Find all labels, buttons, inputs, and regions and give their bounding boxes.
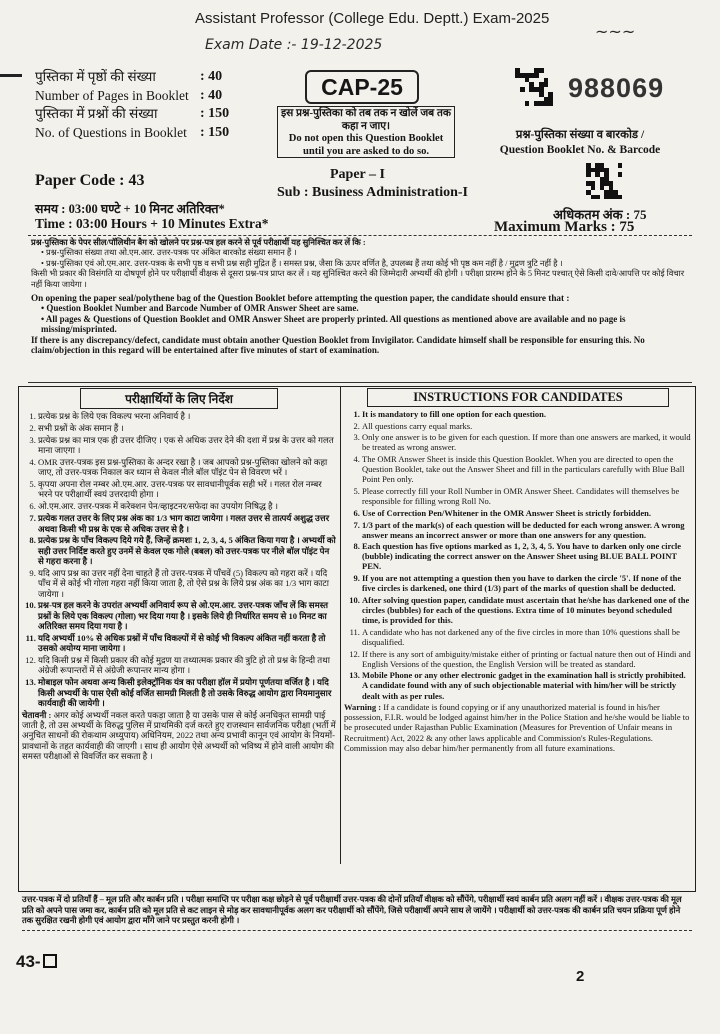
notice-en-point: • All pages & Questions of Question Booklet and OMR Answer Sheet are properly printed. All questions as mentioned above are available and no page is missing/misprinted. bbox=[41, 314, 689, 335]
opening-notice bbox=[28, 235, 692, 383]
instruction-en-item: 4. The OMR Answer Sheet is inside this Question Booklet. When you are directed to open the Question Booklet, take out the Answer Sheet and fill in the particulars carefully with Blue Ball Point Pen only. bbox=[362, 454, 692, 484]
instructions-en-list bbox=[344, 409, 692, 701]
pages-value-en: : 40 bbox=[200, 87, 223, 103]
instruction-en-item: 6. Use of Correction Pen/Whitener in the OMR Answer Sheet is strictly forbidden. bbox=[362, 508, 692, 518]
paper-number: Paper – I bbox=[330, 167, 385, 182]
column-divider bbox=[340, 386, 341, 864]
notice-hi-intro: प्रश्न-पुस्तिका के पेपर सील/पॉलिथीन बैग को खोलने पर प्रश्न-पत्र हल करने से पूर्व परीक्षार्थी यह सुनिश्चित कर लें कि : bbox=[31, 238, 366, 247]
instruction-en-item: 13. Mobile Phone or any other electronic gadget in the examination hall is strictly prohibited. A candidate found with any of such objectionable material with him/her will be strictly dealt with as per rules. bbox=[362, 670, 692, 700]
questions-hi: पुस्तिका में प्रश्नों की संख्या bbox=[35, 106, 158, 121]
warning-en-text: If a candidate is found copying or if any unauthorized material is found in his/her possession, F.I.R. would be lodged against him/her in the Police Station and he/she would be liable to be prosecuted under Rajasthan Public Examination (Measures for Prevention of Unfair means in Recruitment) Act, 2022 & any other laws applicable and Commission's Rules-Regulations. Commission may also debar him/her permanently from all future examinations. bbox=[344, 702, 690, 753]
notice-en-point: • Question Booklet Number and Barcode Number of OMR Answer Sheet are same. bbox=[41, 303, 689, 313]
pages-hi: पुस्तिका में पृष्ठों की संख्या bbox=[35, 69, 156, 84]
warning-hi-text: अगर कोई अभ्यर्थी नकल करते पकड़ा जाता है या उसके पास से कोई अनधिकृत सामग्री पाई जाती है, तो उस अभ्यर्थी के विरुद्ध पुलिस में प्राथमिकी दर्ज करते हुए राजस्थान सार्वजनिक परीक्षा (भर्ती में अनुचित साधनों की रोकथाम अध्युपाय) अधिनियम, 2022 तथा अन्य प्रभावी कानून एवं आयोग के नियमों-प्रावधानों के तहत कार्यवाही की जाएगी । साथ ही आयोग ऐसे अभ्यर्थी को भविष्य में होने वाली आयोग की समस्त परीक्षाओं से विवर्जित कर सकता है । bbox=[22, 709, 336, 761]
instruction-hi-item: 6. ओ.एम.आर. उत्तर-पत्रक में करेक्शन पेन/व्हाइटनर/सफेदा का उपयोग निषिद्ध है । bbox=[38, 501, 336, 511]
paper-code: Paper Code : 43 bbox=[35, 172, 145, 189]
top-rule-left bbox=[0, 74, 22, 77]
instruction-hi-item: 1. प्रत्येक प्रश्न के लिये एक विकल्प भरना अनिवार्य है । bbox=[38, 411, 336, 421]
questions-value: : 150 bbox=[200, 106, 230, 121]
instruction-en-item: 1. It is mandatory to fill one option for each question. bbox=[362, 409, 692, 419]
qr-code-graphic bbox=[586, 163, 622, 199]
instruction-en-item: 9. If you are not attempting a question then you have to darken the circle '5'. If none of the five circles is darkened, one third (1/3) part of the marks of question shall be deducted. bbox=[362, 573, 692, 593]
do-not-open-hi: इस प्रश्न-पुस्तिका को तब तक न खोलें जब तक कहा न जाए। bbox=[280, 108, 452, 132]
instruction-hi-item: 3. प्रत्येक प्रश्न का मात्र एक ही उत्तर दीजिए । एक से अधिक उत्तर देने की दशा में प्रश्न के उत्तर को गलत माना जाएगा । bbox=[38, 435, 336, 456]
instructions-hi-list bbox=[22, 411, 336, 708]
footer-code-text: 43- bbox=[16, 952, 41, 971]
notice-en-tail: If there is any discrepancy/defect, candidate must obtain another Question Booklet from Invigilator. Candidate himself shall be responsible for ensuring this. No claim/objection in this regard will be entertained after five minutes of start of examination. bbox=[31, 334, 645, 356]
do-not-open-en: Do not open this Question Booklet until you are asked to do so. bbox=[288, 133, 444, 157]
warning-hi-label: चेतावनी : bbox=[22, 709, 52, 720]
booklet-number: 988069 bbox=[568, 73, 665, 103]
booklet-info bbox=[35, 68, 189, 142]
notice-hi-points bbox=[31, 248, 689, 269]
footer-code bbox=[16, 952, 57, 972]
barcode-cell bbox=[618, 195, 623, 200]
instruction-en-item: 2. All questions carry equal marks. bbox=[362, 421, 692, 431]
carbon-copy-note: उत्तर-पत्रक में दो प्रतियाँ हैं – मूल प्रति और कार्बन प्रति । परीक्षा समाप्ति पर परीक्षा कक्ष छोड़ने से पूर्व परीक्षार्थी उत्तर-पत्रक की दोनों प्रतियाँ वीक्षक को सौंपेंगे, परीक्षार्थी स्वयं कार्बन प्रति अलग नहीं करें । वीक्षक उत्तर-पत्रक की मूल प्रति को अपने पास जमा कर, कार्बन प्रति को मूल प्रति से कट लाइन से मोड़ कर सावधानीपूर्वक अलग कर परीक्षार्थी को सौंपेंगे, जिसे परीक्षार्थी अपने साथ ले जायेंगे । परीक्षार्थी को उत्तर-पत्रक की कार्बन प्रति चयन प्रक्रिया पूर्ण होने तक सुरक्षित रखनी होगी एवं आयोग द्वारा माँगे जाने पर प्रस्तुत करनी होगी । bbox=[22, 895, 692, 931]
instruction-hi-item: 13. मोबाइल फोन अथवा अन्य किसी इलेक्ट्रॉनिक यंत्र का परीक्षा हॉल में प्रयोग पूर्णतया वर्जित है । यदि किसी अभ्यर्थी के पास ऐसी कोई वर्जित सामग्री मिलती है तो उसके विरुद्ध आयोग द्वारा नियमानुसार कार्यवाही की जायेगी । bbox=[38, 677, 336, 708]
notice-hi-point: • प्रश्न-पुस्तिका संख्या तथा ओ.एम.आर. उत्तर-पत्रक पर अंकित बारकोड संख्या समान हैं । bbox=[41, 248, 689, 258]
notice-hi-tail: किसी भी प्रकार की विसंगति या दोषपूर्ण होने पर परीक्षार्थी वीक्षक से दूसरा प्रश्न-पत्र प्राप्त कर लें । यह सुनिश्चित करने की जिम्मेदारी अभ्यर्थी की होगी । परीक्षा प्रारम्भ होने के 5 मिनट पश्चात् ऐसे किसी दावे/आपत्ति पर कोई विचार नहीं किया जायेगा । bbox=[31, 269, 685, 289]
questions-en: No. of Questions in Booklet bbox=[35, 124, 187, 140]
instruction-en-item: 5. Please correctly fill your Roll Number in OMR Answer Sheet. Candidates will themselves be responsible for filling wrong Roll No. bbox=[362, 486, 692, 506]
pages-en: Number of Pages in Booklet bbox=[35, 87, 189, 103]
instruction-hi-item: 7. प्रत्येक गलत उत्तर के लिए प्रश्न अंक का 1/3 भाग काटा जायेगा । गलत उत्तर से तात्पर्य अशुद्ध उत्तर अथवा किसी भी प्रश्न के एक से अधिक उत्तर से है । bbox=[38, 513, 336, 534]
instruction-hi-item: 11. यदि अभ्यर्थी 10% से अधिक प्रश्नों में पाँच विकल्पों में से कोई भी विकल्प अंकित नहीं करता है तो उसको अयोग्य माना जायेगा । bbox=[38, 633, 336, 654]
warning-hi bbox=[22, 710, 336, 761]
barcode-graphic bbox=[515, 68, 553, 106]
max-marks-en: Maximum Marks : 75 bbox=[494, 219, 635, 235]
notice-en-points bbox=[31, 303, 689, 334]
instruction-en-item: 7. 1/3 part of the mark(s) of each question will be deducted for each wrong answer. A wrong answer means an incorrect answer or more than one answers for any question. bbox=[362, 520, 692, 540]
instruction-en-item: 10. After solving question paper, candidate must ascertain that he/she has darkened one of the circles (bubbles) for each of the questions. Extra time of 10 minutes beyond scheduled time, is provided for this. bbox=[362, 595, 692, 625]
notice-hi-point: • प्रश्न-पुस्तिका एवं ओ.एम.आर. उत्तर-पत्रक के सभी पृष्ठ व सभी प्रश्न सही मुद्रित हैं । समस्त प्रश्न, जैसा कि ऊपर वर्णित है, उपलब्ध हैं तथा कोई भी पृष्ठ कम नहीं है / मुद्रण त्रुटि नहीं है । bbox=[41, 259, 689, 269]
instruction-en-item: 8. Each question has five options marked as 1, 2, 3, 4, 5. You have to darken only one circle (bubble) indicating the correct answer on the Answer Sheet using BLUE BALL POINT PEN. bbox=[362, 541, 692, 571]
time-en: Time : 03:00 Hours + 10 Minutes Extra* bbox=[35, 216, 269, 231]
booklet-values bbox=[200, 68, 229, 142]
exam-date-handwritten: Exam Date :- 19-12-2025 bbox=[205, 37, 383, 53]
warning-en-label: Warning : bbox=[344, 702, 382, 713]
booklet-label-en: Question Booklet No. & Barcode bbox=[499, 144, 661, 156]
do-not-open-notice bbox=[277, 106, 455, 158]
pages-value: : 40 bbox=[200, 69, 223, 84]
instruction-hi-item: 10. प्रश्न-पत्र हल करने के उपरांत अभ्यर्थी अनिवार्य रूप से ओ.एम.आर. उत्तर-पत्रक जाँच लें कि समस्त प्रश्नों के लिये एक विकल्प (गोला) भर दिया गया है । इसके लिये ही निर्धारित समय से 10 मिनट का अतिरिक्त समय दिया गया है । bbox=[38, 600, 336, 631]
instruction-hi-item: 4. OMR उत्तर-पत्रक इस प्रश्न-पुस्तिका के अन्दर रखा है । जब आपको प्रश्न-पुस्तिका खोलने को कहा जाए, तो उत्तर-पत्रक निकाल कर ध्यान से केवल नीले बॉल पॉइंट पेन से विवरण भरें । bbox=[38, 457, 336, 478]
time-hi: समय : 03:00 घण्टे + 10 मिनट अतिरिक्त* bbox=[35, 202, 225, 216]
notice-en-intro: On opening the paper seal/polythene bag of the Question Booklet before attempting the question paper, the candidate should ensure that : bbox=[31, 293, 570, 304]
warning-en bbox=[344, 702, 692, 752]
instruction-en-item: 11. A candidate who has not darkened any of the five circles in more than 10% questions shall be disqualified. bbox=[362, 627, 692, 647]
instructions-hi-title: परीक्षार्थियों के लिए निर्देश bbox=[80, 388, 278, 409]
instructions-en bbox=[344, 388, 692, 753]
footer-code-box bbox=[43, 954, 57, 968]
instruction-hi-item: 5. कृपया अपना रोल नम्बर ओ.एम.आर. उत्तर-पत्रक पर सावधानीपूर्वक सही भरें । गलत रोल नम्बर भरने पर परीक्षार्थी स्वयं उत्तरदायी होगा । bbox=[38, 479, 336, 500]
booklet-label-hi: प्रश्न-पुस्तिका संख्या व बारकोड / bbox=[515, 129, 645, 141]
paper-code-badge: CAP-25 bbox=[305, 70, 419, 104]
instruction-hi-item: 2. सभी प्रश्नों के अंक समान हैं । bbox=[38, 423, 336, 433]
booklet-label bbox=[480, 128, 680, 158]
instruction-hi-item: 8. प्रत्येक प्रश्न के पाँच विकल्प दिये गये हैं, जिन्हें क्रमशः 1, 2, 3, 4, 5 अंकित किया गया है । अभ्यर्थी को सही उत्तर निर्दिष्ट करते हुए उनमें से केवल एक गोले (बबल) को उत्तर-पत्रक पर नीले बॉल पॉइंट पेन से गहरा करना है । bbox=[38, 535, 336, 566]
barcode-cell bbox=[548, 101, 553, 106]
page-number: 2 bbox=[576, 968, 585, 985]
instruction-en-item: 3. Only one answer is to be given for each question. If more than one answers are marked, it would be treated as wrong answer. bbox=[362, 432, 692, 452]
exam-title-handwritten: Assistant Professor (College Edu. Deptt.) Exam-2025 bbox=[195, 10, 550, 27]
instructions-hi bbox=[22, 388, 336, 761]
instructions-en-title: INSTRUCTIONS FOR CANDIDATES bbox=[367, 388, 669, 407]
instruction-hi-item: 9. यदि आप प्रश्न का उत्तर नहीं देना चाहते हैं तो उत्तर-पत्रक में पाँचवें (5) विकल्प को गहरा करें । यदि पाँच में से कोई भी गोला गहरा नहीं किया जाता है, तो ऐसे प्रश्न के लिये प्रश्न अंक का 1/3 भाग काटा जायेगा । bbox=[38, 568, 336, 599]
signature-scribble: ~~~ bbox=[595, 22, 636, 41]
max-marks-hi: अधिकतम अंक : 75 bbox=[553, 207, 647, 222]
instruction-en-item: 12. If there is any sort of ambiguity/mistake either of printing or factual nature then out of Hindi and English Versions of the question, the English Version will be treated as standard. bbox=[362, 649, 692, 669]
instruction-hi-item: 12. यदि किसी प्रश्न में किसी प्रकार की कोई मुद्रण या तथ्यात्मक प्रकार की त्रुटि हो तो प्रश्न के हिन्दी तथा अंग्रेजी रूपान्तरों में से अंग्रेजी रूपान्तर मान्य होगा । bbox=[38, 655, 336, 676]
questions-value-en: : 150 bbox=[200, 124, 230, 140]
paper-subject: Sub : Business Administration-I bbox=[277, 185, 469, 200]
